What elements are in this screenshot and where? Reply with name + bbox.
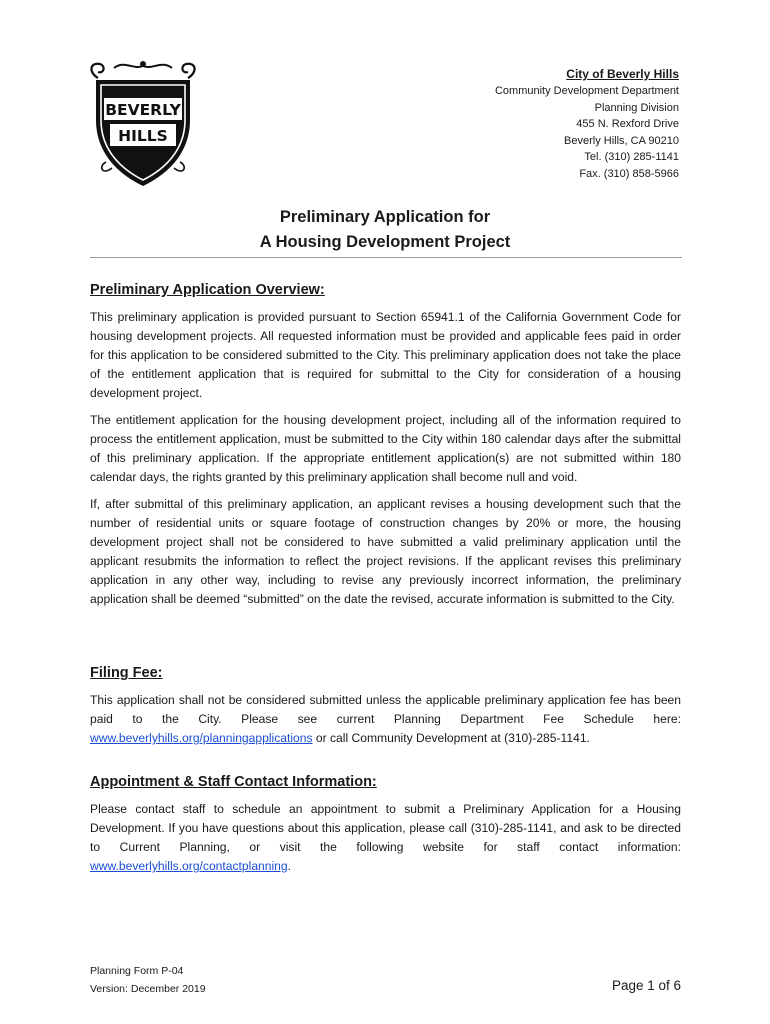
appointment-text: Please contact staff to schedule an appointment to submit a Preliminary Application for a Housing Development. If you have questions about this application, please call (310)-285-1141, and ask to be directed to Current Planning, or visit the following website for staff contact information:	[90, 802, 681, 854]
appointment-section	[90, 772, 681, 876]
division-name: Planning Division	[594, 101, 679, 114]
contact-block	[495, 66, 679, 183]
appointment-heading: Appointment & Staff Contact Information:	[90, 774, 377, 790]
form-number: Planning Form P-04	[90, 965, 184, 977]
department-name: Community Development Department	[494, 85, 679, 97]
filing-fee-heading: Filing Fee:	[90, 665, 163, 681]
filing-fee-text: This application shall not be considered submitted unless the applicable preliminary application fee has been paid to the City. Please see current Planning Department Fee Schedule here:	[90, 693, 681, 726]
overview-paragraph-2: The entitlement application for the housing development project, including all of the information required to process the entitlement application, must be submitted to the City within 180 calendar days after the submittal of this preliminary application. If the appropriate entitlement application(s) are not submitted within 180 calendar days, the rights granted by this preliminary application shall become null and void.	[90, 413, 681, 484]
title-line-1: Preliminary Application for	[279, 208, 491, 226]
footer-form-info	[90, 962, 206, 998]
title-divider	[90, 257, 682, 258]
filing-fee-section	[90, 663, 681, 748]
filing-fee-text-end: or call Community Development at (310)-285-1141.	[312, 731, 590, 745]
form-version: Version: December 2019	[90, 983, 206, 995]
appointment-text-end: .	[287, 859, 292, 873]
city-name: City of Beverly Hills	[566, 67, 679, 81]
street-address: 455 N. Rexford Drive	[576, 118, 679, 131]
contact-planning-link[interactable]: www.beverlyhills.org/contactplanning	[90, 859, 288, 873]
appointment-paragraph	[90, 800, 681, 876]
title-line-2: A Housing Development Project	[259, 233, 511, 251]
document-title	[90, 205, 680, 255]
logo-text-beverly: BEVERLY	[105, 101, 181, 119]
fax: Fax. (310) 858-5966	[579, 167, 679, 180]
beverly-hills-shield-logo	[84, 58, 202, 190]
city-state-zip: Beverly Hills, CA 90210	[564, 134, 679, 147]
overview-heading: Preliminary Application Overview:	[90, 282, 325, 298]
planning-applications-link[interactable]: www.beverlyhills.org/planningapplications	[90, 731, 313, 745]
overview-section	[90, 280, 681, 609]
page-number: Page 1 of 6	[611, 978, 681, 993]
logo-text-hills: HILLS	[118, 127, 168, 145]
filing-fee-paragraph	[90, 691, 681, 748]
telephone: Tel. (310) 285-1141	[584, 151, 679, 164]
overview-paragraph-1: This preliminary application is provided pursuant to Section 65941.1 of the California Government Code for housing development projects. All requested information must be provided and applicable fees paid in order for this application to be considered submitted to the City. This preliminary application does not take the place of the entitlement application that is required for submittal to the City for consideration of a housing development project.	[90, 310, 681, 400]
overview-paragraph-3: If, after submittal of this preliminary application, an applicant revises a housing development such that the number of residential units or square footage of construction changes by 20% or more, the housing development project shall not be considered to have submitted a valid preliminary application until the applicant resubmits the information to reflect the project revisions. If the applicant revises this preliminary application in any other way, including to revise any previously incorrect information, the preliminary application shall be deemed “submitted” on the date the revised, accurate information is submitted to the City.	[90, 497, 681, 606]
